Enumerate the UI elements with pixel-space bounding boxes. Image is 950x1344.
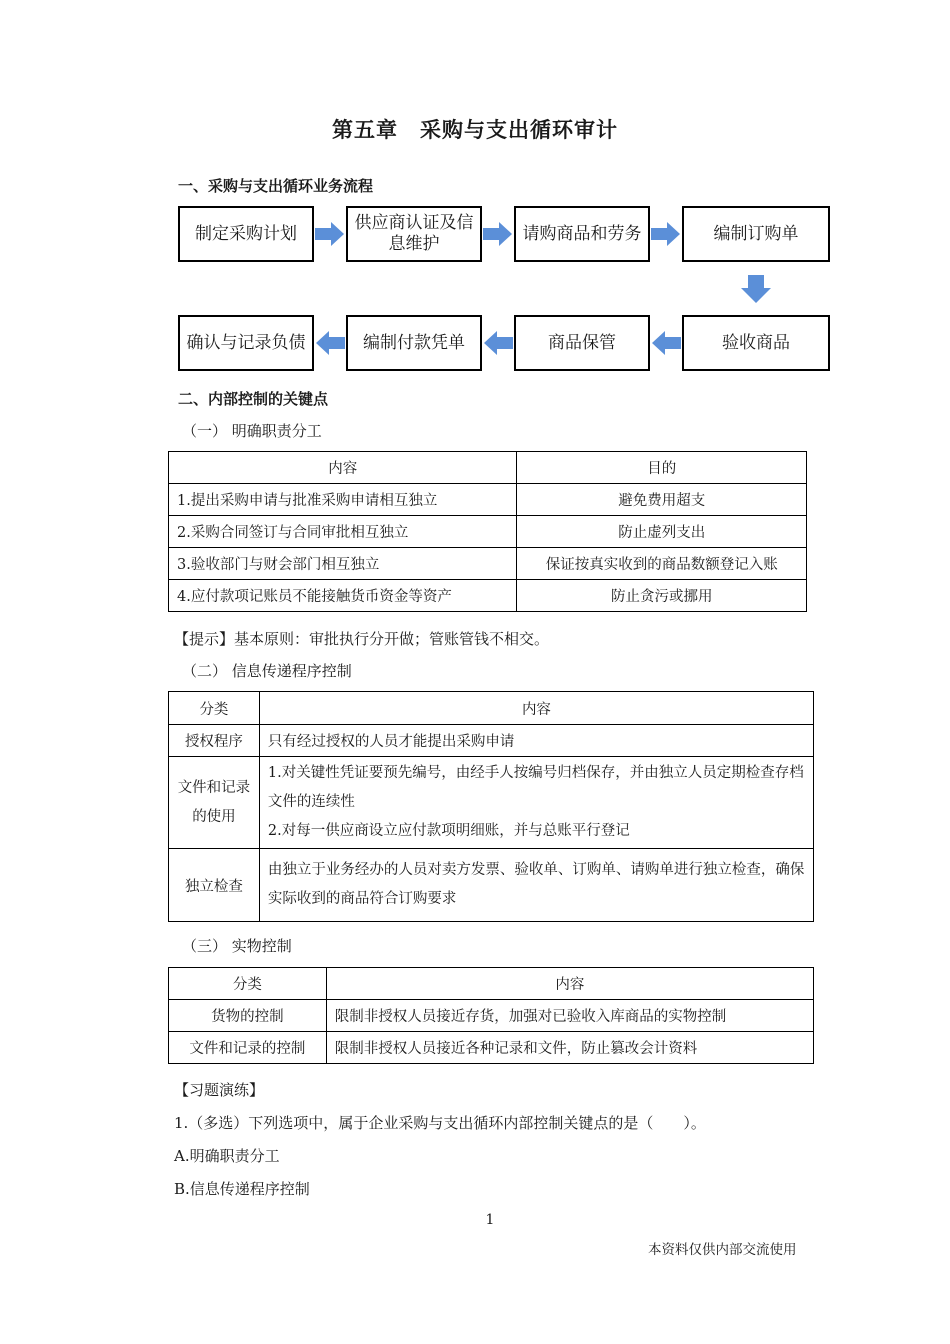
table-header-cell: 分类 — [169, 692, 260, 725]
table-cell: 1.提出采购申请与批准采购申请相互独立 — [169, 484, 517, 516]
table-cell: 货物的控制 — [169, 1000, 327, 1032]
table-header-row — [169, 692, 814, 725]
table-cell: 只有经过授权的人员才能提出采购申请 — [259, 725, 813, 757]
table-row — [169, 484, 807, 516]
flow-step-2: 供应商认证及信息维护 — [346, 206, 482, 262]
subsection-3-heading: （三） 实物控制 — [182, 937, 292, 955]
table-header-row — [169, 968, 814, 1000]
table-row — [169, 516, 807, 548]
arrow-right-icon — [315, 222, 345, 246]
physical-control-table — [168, 967, 814, 1064]
table-header-cell: 内容 — [326, 968, 813, 1000]
subsection-1-heading: （一） 明确职责分工 — [182, 422, 322, 440]
flow-step-7: 编制付款凭单 — [346, 315, 482, 371]
content-line: 2.对每一供应商设立应付款项明细账，并与总账平行登记 — [267, 823, 630, 839]
table-header-row — [169, 452, 807, 484]
table-cell: 避免费用超支 — [517, 484, 807, 516]
flow-step-1: 制定采购计划 — [178, 206, 314, 262]
section1-heading: 一、采购与支出循环业务流程 — [178, 177, 374, 195]
table-cell: 限制非授权人员接近各种记录和文件，防止篡改会计资料 — [326, 1032, 813, 1064]
table-row — [169, 757, 814, 849]
table-cell: 防止虚列支出 — [517, 516, 807, 548]
content-line: 1.对关键性凭证要预先编号，由经手人按编号归档保存，并由独立人员定期检查存档文件的连续性 — [267, 765, 804, 810]
table-row — [169, 849, 814, 922]
table-cell: 授权程序 — [169, 725, 260, 757]
info-transfer-table — [168, 691, 814, 922]
table-cell: 4.应付款项记账员不能接触货币资金等资产 — [169, 580, 517, 612]
table-cell — [169, 757, 260, 849]
table-row — [169, 580, 807, 612]
table-cell: 2.采购合同签订与合同审批相互独立 — [169, 516, 517, 548]
category-text: 文件和记录的使用 — [177, 779, 251, 825]
table-cell: 由独立于业务经办的人员对卖方发票、验收单、订购单、请购单进行独立检查，确保实际收到的商品符合订购要求 — [259, 849, 813, 922]
table-header-cell: 内容 — [259, 692, 813, 725]
section2-heading: 二、内部控制的关键点 — [178, 390, 329, 408]
table-cell — [259, 757, 813, 849]
table-cell: 限制非授权人员接近存货，加强对已验收入库商品的实物控制 — [326, 1000, 813, 1032]
table-cell: 独立检查 — [169, 849, 260, 922]
table-cell: 文件和记录的控制 — [169, 1032, 327, 1064]
exercise-option: B.信息传递程序控制 — [174, 1180, 310, 1198]
exercise-option: A.明确职责分工 — [174, 1147, 280, 1165]
table-header-cell: 目的 — [517, 452, 807, 484]
arrow-right-icon — [483, 222, 513, 246]
arrow-down-icon — [741, 275, 771, 303]
table-cell: 防止贪污或挪用 — [517, 580, 807, 612]
footer-note: 本资料仅供内部交流使用 — [648, 1242, 797, 1258]
exercise-question: 1.（多选）下列选项中，属于企业采购与支出循环内部控制关键点的是（ ）。 — [174, 1114, 706, 1132]
table-header-cell: 分类 — [169, 968, 327, 1000]
arrow-left-icon — [651, 331, 681, 355]
arrow-left-icon — [315, 331, 345, 355]
page-title: 第五章 采购与支出循环审计 — [332, 118, 618, 142]
subsection-2-heading: （二） 信息传递程序控制 — [182, 662, 352, 680]
arrow-left-icon — [483, 331, 513, 355]
tip-note: 【提示】基本原则：审批执行分开做；管账管钱不相交。 — [174, 630, 550, 648]
flow-step-4: 编制订购单 — [682, 206, 830, 262]
table-row — [169, 725, 814, 757]
flow-step-3: 请购商品和劳务 — [514, 206, 650, 262]
table-row — [169, 1032, 814, 1064]
flow-step-5: 验收商品 — [682, 315, 830, 371]
table-row — [169, 1000, 814, 1032]
arrow-right-icon — [651, 222, 681, 246]
exercise-heading: 【习题演练】 — [174, 1081, 265, 1099]
flow-step-8: 确认与记录负债 — [178, 315, 314, 371]
page-number: 1 — [485, 1212, 495, 1228]
duty-separation-table — [168, 451, 807, 612]
flow-step-6: 商品保管 — [514, 315, 650, 371]
table-row — [169, 548, 807, 580]
table-header-cell: 内容 — [169, 452, 517, 484]
table-cell: 3.验收部门与财会部门相互独立 — [169, 548, 517, 580]
table-cell: 保证按真实收到的商品数额登记入账 — [517, 548, 807, 580]
